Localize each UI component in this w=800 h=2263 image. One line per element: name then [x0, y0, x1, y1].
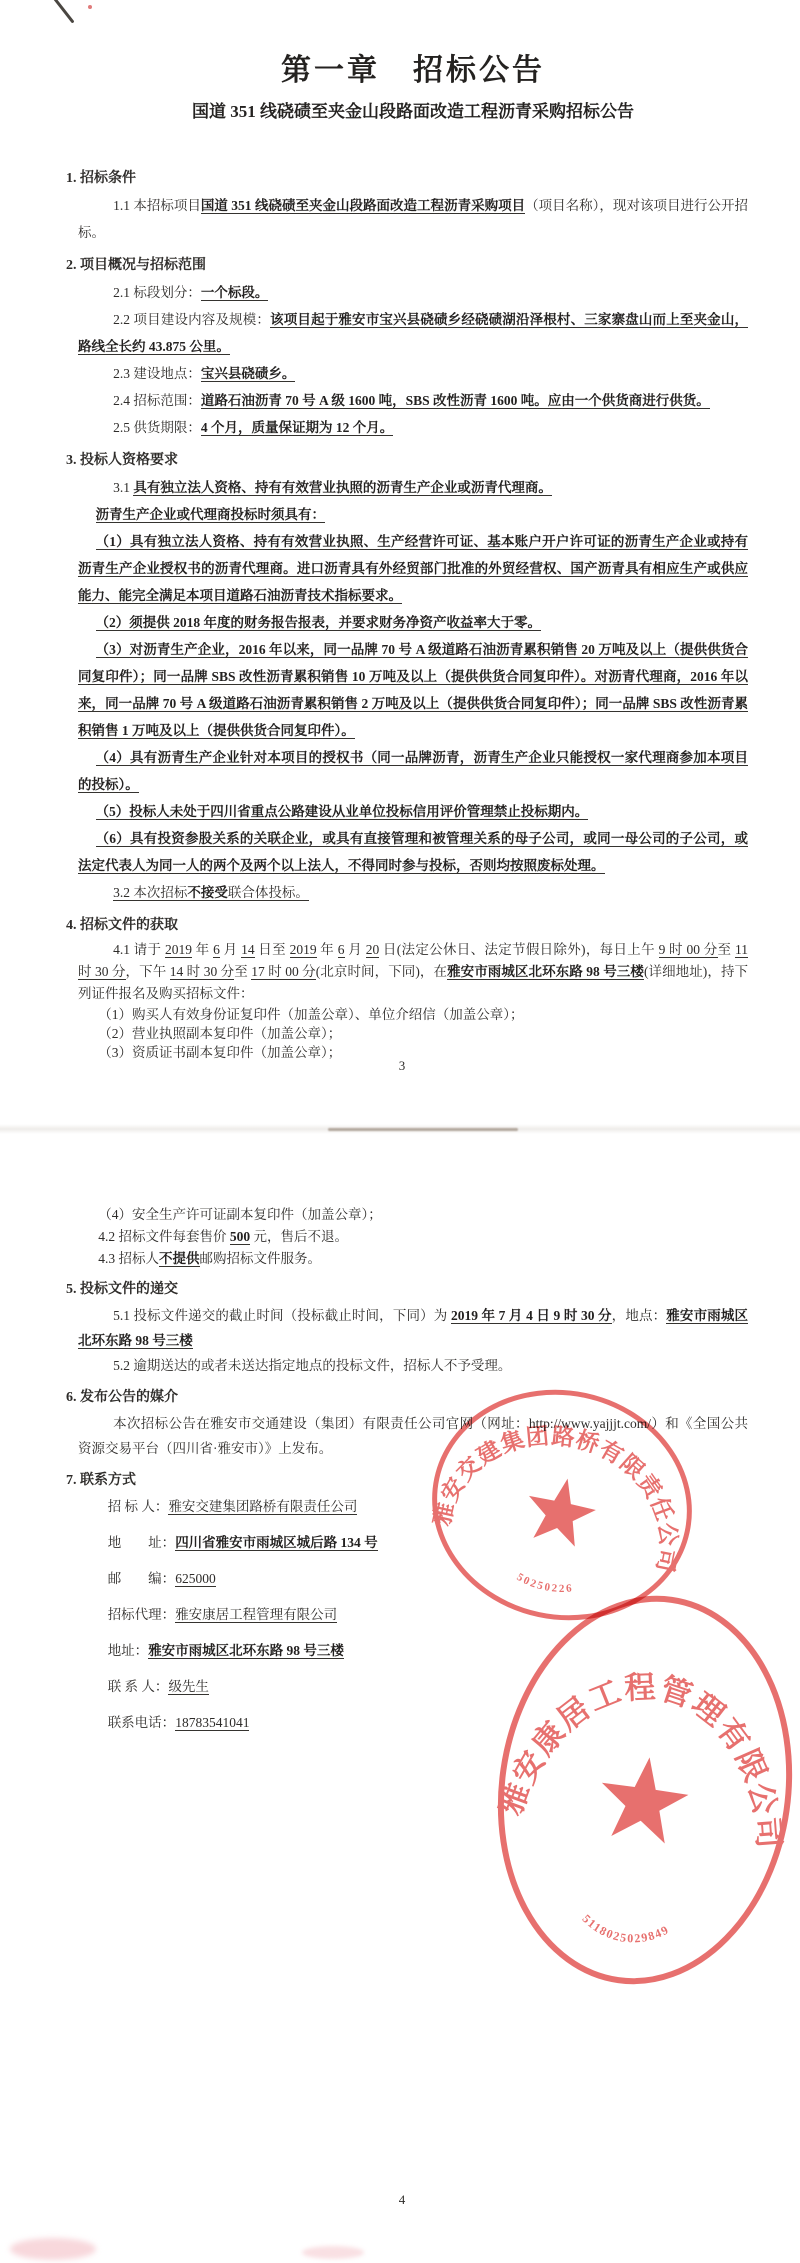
text-line: 地 址：四川省雅安市雨城区城后路 134 号 — [107, 1535, 378, 1550]
text-line: 4.1 请于 2019 年 6 月 14 日至 2019 年 6 月 20 日(法定公休日、法定节假日除外)，每日上午 9 时 00 分至 11 时 30 分，下午 14 时 30 分至 17 时 00 分(北京时间，下同)，在雅安市雨城区北环东路 98 号三楼(详细地址)，持下列证件报名及购买招标文件： — [78, 942, 749, 1001]
text-line: 2.2 项目建设内容及规模：该项目起于雅安市宝兴县硗碛乡经硗碛湖沿泽根村、三家寨盘山而上至夹金山，路线全长约 43.875 公里。 — [78, 312, 748, 354]
text-line: 4.3 招标人不提供邮购招标文件服务。 — [98, 1251, 321, 1266]
text-line: 3.2 本次招标不接受联合体投标。 — [113, 885, 309, 900]
text-line: 邮 编：625000 — [107, 1571, 216, 1586]
official-seal-agency — [465, 1569, 800, 2012]
page-1 — [0, 0, 800, 1130]
text-line: （2）营业执照副本复印件（加盖公章）； — [98, 1026, 342, 1041]
text-line: （4）安全生产许可证副本复印件（加盖公章）； — [98, 1207, 382, 1222]
section-heading: 5. 投标文件的递交 — [66, 1282, 178, 1297]
text-line: 4.2 招标文件每套售价 500 元，售后不退。 — [98, 1229, 348, 1244]
page-number: 3 — [398, 1058, 406, 1073]
text-line: （1）购买人有效身份证复印件（加盖公章）、单位介绍信（加盖公章）； — [98, 1007, 524, 1022]
seal-company-text: 雅安康居工程管理有限公司 — [492, 1669, 787, 1852]
text-line: 1.1 本招标项目国道 351 线硗碛至夹金山段路面改造工程沥青采购项目（项目名称），现对该项目进行公开招标。 — [78, 198, 749, 240]
text-line: 2.3 建设地点：宝兴县硗碛乡。 — [113, 366, 296, 381]
text-line: 3.1 具有独立法人资格、持有有效营业执照的沥青生产企业或沥青代理商。 — [113, 480, 552, 495]
seal-star-icon — [595, 1751, 693, 1846]
text-line: （5）投标人未处于四川省重点公路建设从业单位投标信用评价管理禁止投标期内。 — [95, 804, 589, 819]
text-line: 招 标 人：雅安交建集团路桥有限责任公司 — [107, 1499, 358, 1514]
text-line: （1）具有独立法人资格、持有有效营业执照、生产经营许可证、基本账户开户许可证的沥青生产企业或持有沥青生产企业授权书的沥青代理商。进口沥青具有外经贸部门批准的外贸经营权、国产沥青具有相应生产或供应能力、能完全满足本项目道路石油沥青技术指标要求。 — [78, 534, 748, 603]
section-heading: 2. 项目概况与招标范围 — [66, 258, 206, 273]
text-line: 5.1 投标文件递交的截止时间（投标截止时间，下同）为 2019 年 7 月 4 日 9 时 30 分，地点：雅安市雨城区北环东路 98 号三楼 — [78, 1308, 749, 1348]
text-line: 2.4 招标范围：道路石油沥青 70 号 A 级 1600 吨，SBS 改性沥青 1600 吨。应由一个供货商进行供货。 — [113, 393, 710, 408]
text-line: （4）具有沥青生产企业针对本项目的授权书（同一品牌沥青，沥青生产企业只能授权一家代理商参加本项目的投标）。 — [78, 750, 748, 792]
text-line: （2）须提供 2018 年度的财务报告报表，并要求财务净资产收益率大于零。 — [95, 615, 542, 630]
page-number: 4 — [398, 2192, 406, 2207]
text-line: 5.2 逾期送达的或者未送达指定地点的投标文件，招标人不予受理。 — [113, 1358, 512, 1373]
chapter-title: 第一章 招标公告 — [281, 54, 545, 87]
text-line: 沥青生产企业或代理商投标时须具有： — [95, 507, 326, 522]
section-heading: 7. 联系方式 — [66, 1473, 136, 1488]
text-line: 2.5 供货期限：4 个月，质量保证期为 12 个月。 — [113, 420, 394, 435]
text-line: 地址：雅安市雨城区北环东路 98 号三楼 — [107, 1643, 344, 1658]
announcement-title: 国道 351 线硗碛至夹金山段路面改造工程沥青采购招标公告 — [192, 102, 634, 121]
seal-number-text: 5118025029849 — [579, 1911, 672, 1946]
text-line: 联系电话：18783541041 — [107, 1715, 250, 1730]
section-heading: 4. 招标文件的获取 — [66, 918, 178, 933]
section-heading: 3. 投标人资格要求 — [66, 453, 178, 468]
text-line: （6）具有投资参股关系的关联企业，或具有直接管理和被管理关系的母子公司，或同一母公司的子公司，或法定代表人为同一人的两个及两个以上法人，不得同时参与投标，否则均按照废标处理。 — [78, 831, 748, 873]
seal-company-text: 雅安交建集团路桥有限责任公司 — [429, 1423, 682, 1576]
page-1-body — [66, 166, 749, 1062]
section-heading: 1. 招标条件 — [66, 171, 136, 186]
text-line: （3）对沥青生产企业，2016 年以来，同一品牌 70 号 A 级道路石油沥青累积销售 20 万吨及以上（提供供货合同复印件）；同一品牌 SBS 改性沥青累积销售 10 万吨及以上（提供供货合同复印件）。对沥青代理商，2016 年以来，同一品牌 70 号 A 级道路石油沥青累积销售 2 万吨及以上（提供供货合同复印件）；同一品牌 SBS 改性沥青累积销售 1 万吨及以上（提供供货合同复印件）。 — [78, 642, 748, 738]
text-line: 2.1 标段划分：一个标段。 — [113, 285, 269, 300]
text-line: （3）资质证书副本复印件（加盖公章）； — [98, 1045, 342, 1060]
seal-number-text: 50250226 — [514, 1571, 575, 1595]
text-line: 招标代理：雅安康居工程管理有限公司 — [107, 1607, 338, 1622]
svg-text:5118025029849 — [577, 1910, 673, 1951]
text-line: 联 系 人：级先生 — [107, 1679, 209, 1694]
text-line: 本次招标公告在雅安市交通建设（集团）有限责任公司官网（网址：http://www.yajjjt.com/）和《全国公共资源交易平台（四川省·雅安市）》上发布。 — [78, 1416, 748, 1456]
seal-star-icon — [521, 1471, 601, 1549]
section-heading: 6. 发布公告的媒介 — [66, 1390, 178, 1405]
